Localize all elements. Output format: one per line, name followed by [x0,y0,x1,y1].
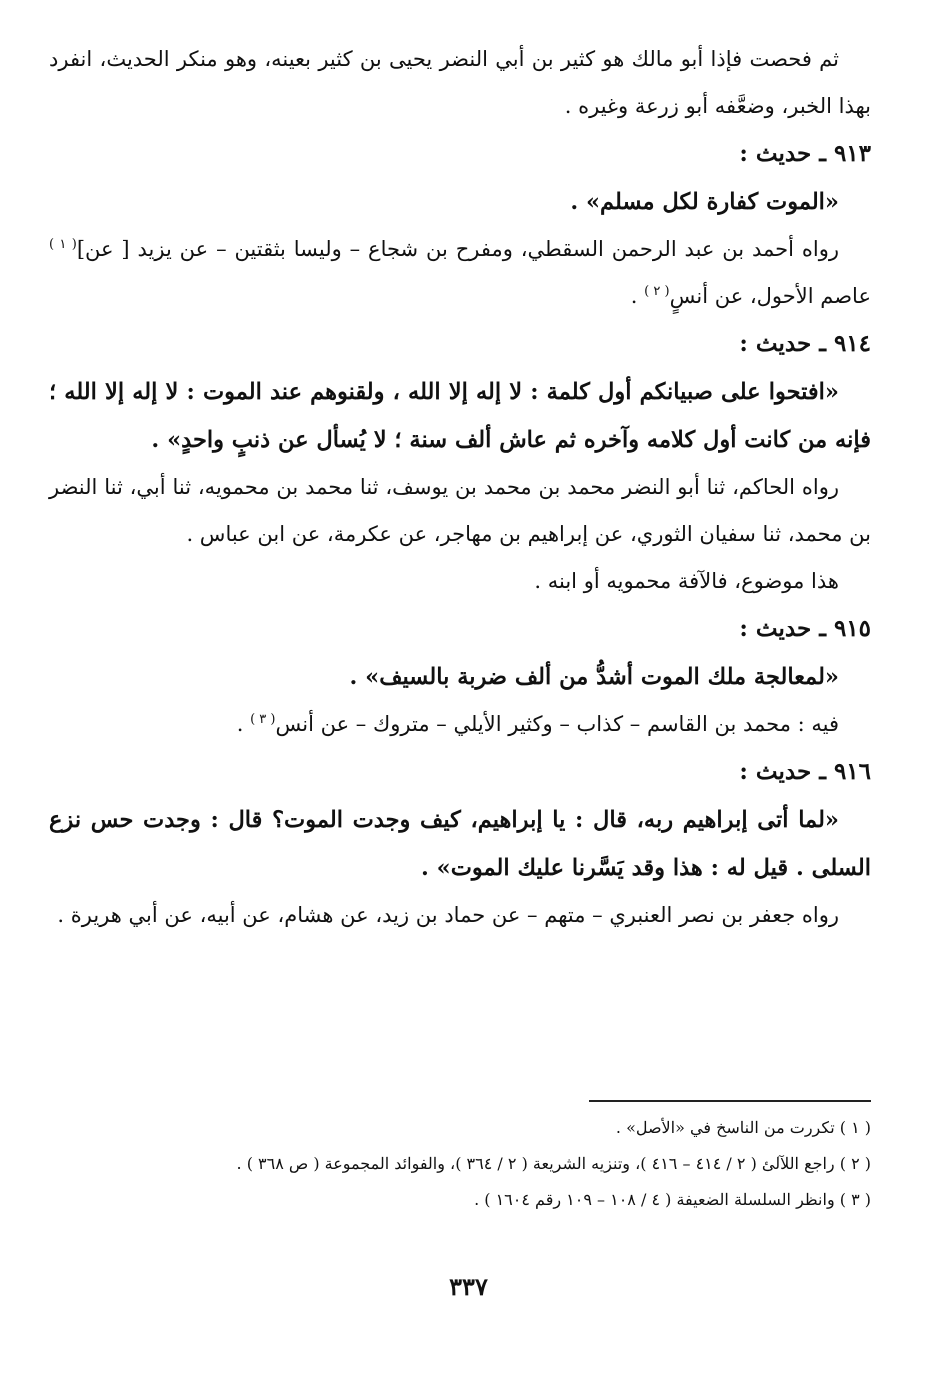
narration-915-part-2: . [236,712,251,736]
narration-913-part-3: . [630,284,645,308]
hadith-text-914: «افتحوا على صبيانكم أول كلمة : لا إله إلا الله ، ولقنوهم عند الموت : لا إله إلا الله ؛ فإنه من كانت أول كلامه وآخره ثم عاش ألف سنة ؛ لا يُسأل عن ذنبٍ واحدٍ» . [49,379,871,453]
footnote-ref-1: ( ١ ) [49,237,77,252]
narration-915-part-1: فيه : محمد بن القاسم – كذاب – وكثير الأيلي – متروك – عن أنس [275,712,839,736]
narration-913-part-1: رواه أحمد بن عبد الرحمن السقطي، ومفرح بن شجاع – وليسا بثقتين – عن يزيد [ عن] [76,237,839,261]
hadith-heading-915: ٩١٥ ـ حديث : [739,615,871,642]
footnote-separator [589,1100,871,1102]
footnote-1: ( ١ ) تكررت من الناسخ في «الأصل» . [615,1118,871,1137]
hadith-text-913: «الموت كفارة لكل مسلم» . [570,189,839,215]
hadith-heading-913: ٩١٣ ـ حديث : [739,140,871,167]
hadith-narration-913 [49,226,871,320]
narration-913-part-2: عاصم الأحول، عن أنسٍ [669,284,871,308]
hadith-narration-914: رواه الحاكم، ثنا أبو النضر محمد بن محمد بن يوسف، ثنا محمد بن محمويه، ثنا أبي، ثنا النضر بن محمد، ثنا سفيان الثوري، عن إبراهيم بن مهاجر، عن عكرمة، عن ابن عباس . [49,475,871,546]
footnotes [49,1110,871,1218]
paragraph-intro: ثم فحصت فإذا أبو مالك هو كثير بن أبي النضر يحيى بن كثير بعينه، وهو منكر الحديث، انفرد بهذا الخبر، وضعَّفه أبو زرعة وغيره . [49,47,871,118]
hadith-heading-914: ٩١٤ ـ حديث : [739,330,871,357]
hadith-text-916: «لما أتى إبراهيم ربه، قال : يا إبراهيم، كيف وجدت الموت؟ قال : وجدت حس نزع السلى . قيل له : هذا وقد يَسَّرنا عليك الموت» . [49,807,871,881]
hadith-narration-916: رواه جعفر بن نصر العنبري – متهم – عن حماد بن زيد، عن هشام، عن أبيه، عن أبي هريرة . [57,903,839,927]
hadith-heading-916: ٩١٦ ـ حديث : [739,758,871,785]
footnote-2: ( ٢ ) راجع اللآلئ ( ٢ / ٤١٤ – ٤١٦ )، وتنزيه الشريعة ( ٢ / ٣٦٤ )، والفوائد المجموعة ( ص ٣٦٨ ) . [236,1154,871,1173]
footnote-ref-2: ( ٢ ) [644,284,670,299]
hadith-text-915: «لمعالجة ملك الموت أشدُّ من ألف ضربة بالسيف» . [349,664,839,690]
hadith-narration-915 [49,701,871,748]
footnote-ref-3: ( ٣ ) [250,712,276,727]
footnote-3: ( ٣ ) وانظر السلسلة الضعيفة ( ٤ / ١٠٨ – ١٠٩ رقم ١٦٠٤ ) . [474,1190,871,1209]
main-text [49,36,871,939]
hadith-comment-914: هذا موضوع، فالآفة محمويه أو ابنه . [534,569,839,593]
page-number: ٣٣٧ [449,1272,488,1301]
